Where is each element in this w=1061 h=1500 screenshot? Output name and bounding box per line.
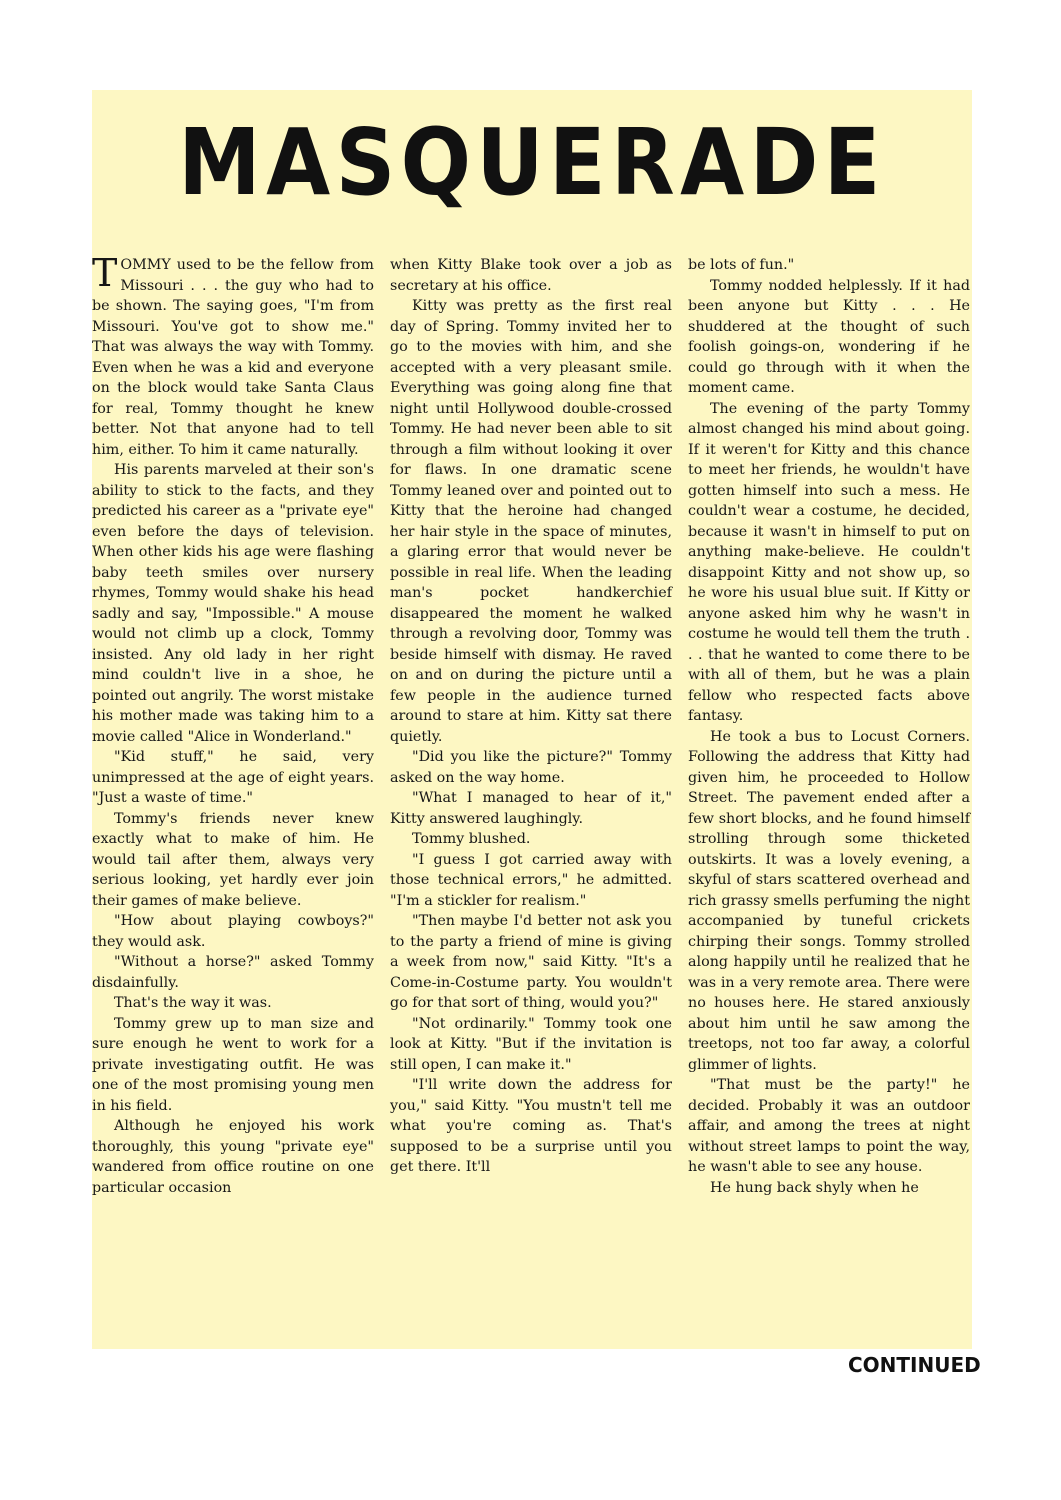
paragraph: "How about playing cowboys?" they would ask. [92,913,374,950]
paragraph: "Then maybe I'd better not ask you to the party a friend of mine is giving a week from now," said Kitty. "It's a Come-in-Costume party. You wouldn't go for that sort of thing, would you?" [390,913,672,1011]
paragraph: "I guess I got carried away with those technical errors," he admitted. "I'm a stickler for realism." [390,851,672,909]
continued-label: CONTINUED [848,1353,981,1377]
paragraph: when Kitty Blake took over a job as secretary at his office. [390,257,672,294]
paragraph: "Not ordinarily." Tommy took one look at Kitty. "But if the invitation is still open, I can make it." [390,1015,672,1073]
paragraph: "What I managed to hear of it," Kitty answered laughingly. [390,790,672,827]
drop-cap: T [92,251,118,295]
paragraph: That's the way it was. [114,995,272,1011]
paragraph: The evening of the party Tommy almost changed his mind about going. If it weren't for Kitty and this chance to meet her friends, he wouldn't have gotten himself into such a mess. He couldn't wear a costume, he decided, because it wasn't in himself to put on anything make-believe. He couldn't disappoint Kitty and not show up, so he wore his usual blue suit. If Kitty or anyone asked him why he wasn't in costume he would tell them the truth . . . that he wanted to come there to be with all of them, but he was a plain fellow who respected facts above fantasy. [688,400,970,724]
paragraph: "I'll write down the address for you," said Kitty. "You mustn't tell me what you're coming as. That's supposed to be a surprise until you get there. It'll [390,1077,672,1175]
opening-word: OMMY [120,257,171,273]
paragraph: "Did you like the picture?" Tommy asked on the way home. [390,749,672,786]
paragraph: "Kid stuff," he said, very unimpressed at the age of eight years. "Just a waste of time." [92,749,374,806]
paragraph: be lots of fun." [688,257,795,273]
paragraph: "That must be the party!" he decided. Probably it was an outdoor affair, and among the trees at night without street lamps to point the way, he wasn't able to see any house. [688,1077,970,1175]
paragraph: Tommy nodded helplessly. If it had been anyone but Kitty . . . He shuddered at the thought of such foolish goings-on, wondering if he could go through with it when the moment came. [688,277,970,396]
paragraph: Tommy's friends never knew exactly what to make of him. He would tail after them, always very serious looking, yet hardly ever join their games of make believe. [92,810,374,909]
paragraph: His parents marveled at their son's ability to stick to the facts, and they predicted his career as a "private eye" even before the days of television. When other kids his age were flashing baby teeth smiles over nursery rhymes, Tommy would shake his head sadly and say, "Impossible." A mouse would not climb up a clock, Tommy insisted. Any old lady in her right mind couldn't live in a shoe, he pointed out angrily. The worst mistake his mother made was taking him to a movie called "Alice in Wonderland." [92,462,374,745]
text-column-3 [688,255,970,1198]
text-column-1 [92,251,374,1198]
paragraph: He took a bus to Locust Corners. Following the address that Kitty had given him, he proceeded to Hollow Street. The pavement ended after a few short blocks, and he found himself strolling through some thicketed outskirts. It was a lovely evening, a skyful of stars scattered overhead and rich grassy smells perfuming the night accompanied by tuneful crickets chirping their songs. Tommy strolled along happily until he realized that he was in a very remote area. There were no houses here. He stared anxiously about him until he saw among the treetops, not too far away, a colorful glimmer of lights. [688,728,970,1073]
paragraph: He hung back shyly when he [710,1179,919,1196]
paragraph: Kitty was pretty as the first real day of Spring. Tommy invited her to go to the movies with him, and she accepted with a very pleasant smile. Everything was going along fine that night until Hollywood double-crossed Tommy. He had never been able to sit through a film without looking it over for flaws. In one dramatic scene Tommy leaned over and pointed out to Kitty that the heroine had changed her hair style in the space of minutes, a glaring error that would never be possible in real life. When the leading man's pocket handkerchief disappeared the moment he walked through a revolving door, Tommy was beside himself with dismay. He raved on and on during the picture until a few people in the audience turned around to stare at him. Kitty sat there quietly. [390,298,672,745]
paragraph: Although he enjoyed his work thoroughly, this young "private eye" wandered from office routine on one particular occasion [92,1118,374,1196]
paragraph: TOMMY used to be the fellow from Missouri . . . the guy who had to be shown. The saying goes, "I'm from Missouri. You've got to show me." That was always the way with Tommy. Even when he was a kid and everyone on the block would take Santa Claus for real, Tommy thought he knew better. Not that anyone had to tell him, either. To him it came naturally. [92,251,374,458]
paragraph: "Without a horse?" asked Tommy disdainfully. [92,954,374,991]
paragraph: Tommy blushed. [412,831,531,847]
paragraph: Tommy grew up to man size and sure enough he went to work for a private investigating outfit. He was one of the most promising young men in his field. [92,1015,374,1114]
text-column-2 [390,255,672,1178]
story-title: MASQUERADE [178,109,886,216]
